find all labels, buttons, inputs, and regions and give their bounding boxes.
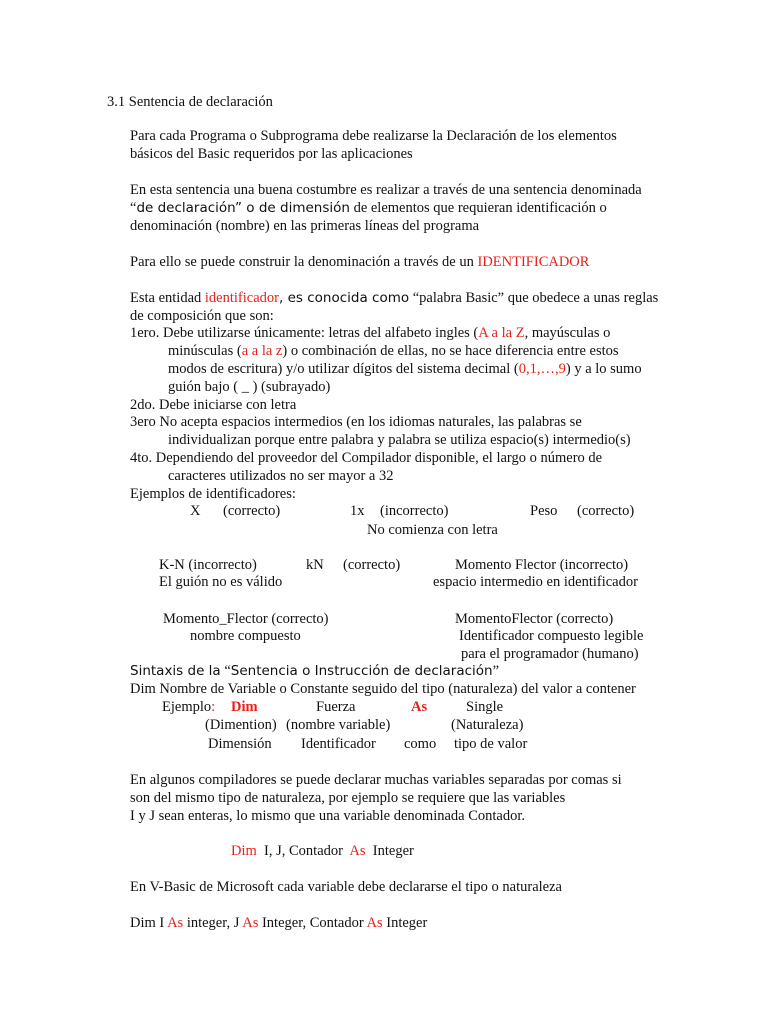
para6: En V-Basic de Microsoft cada variable debe declararse el tipo o naturaleza — [130, 879, 562, 895]
example-1x: 1x — [350, 503, 365, 519]
example-peso: Peso — [530, 503, 558, 519]
syntax-como: como — [404, 736, 437, 752]
syntax-example-label — [162, 698, 215, 716]
example-1x-status: (incorrecto) — [380, 503, 449, 519]
syntax-title — [130, 662, 499, 680]
rule-4-line-2: caracteres utilizados no ser mayor a 32 — [168, 468, 394, 484]
code2-as1: As — [167, 915, 184, 931]
syntax-fuerza: Fuerza — [316, 699, 356, 715]
para4-line-1 — [130, 289, 658, 307]
example-kn-note: El guión no es válido — [159, 574, 283, 590]
rule-2: 2do. Debe iniciarse con letra — [130, 397, 297, 413]
code2-p1: Dim I — [130, 915, 168, 931]
section-heading: 3.1 Sentencia de declaración — [107, 94, 273, 110]
rule-1-l2-post: ) o combinación de ellas, no se hace diferencia entre estos — [282, 343, 619, 359]
example-x: X — [190, 503, 201, 519]
rule-3-line-2: individualizan porque entre palabra y palabra se utiliza espacio(s) intermedio(s) — [168, 432, 631, 448]
code1-dim: Dim — [231, 843, 257, 859]
syntax-nombre-variable: (nombre variable) — [286, 717, 391, 733]
syntax-single: Single — [466, 699, 504, 715]
rule-3-line-1: 3ero No acepta espacios intermedios (en los idiomas naturales, las palabras se — [130, 414, 582, 430]
para2-line-2-rest: de elementos que requieran identificación o — [349, 200, 607, 216]
rule-1-line-4: guión bajo ( _ ) (subrayado) — [168, 379, 331, 395]
rule-1-l2-pre: minúsculas ( — [168, 343, 242, 359]
para3-line — [130, 253, 589, 271]
code1-type: Integer — [365, 843, 414, 859]
rule-1-post: , mayúsculas o — [524, 325, 611, 341]
syntax-title-quote: “ — [220, 663, 231, 679]
example-momentoflector: MomentoFlector (correcto) — [455, 611, 614, 627]
code2-p2: integer, J — [183, 915, 243, 931]
quote-open: “ — [130, 200, 137, 216]
syntax-dim: Dim — [231, 699, 258, 715]
para5-line-2: son del mismo tipo de naturaleza, por ejemplo se requiere que las variables — [130, 790, 566, 806]
para4-pre: Esta entidad — [130, 290, 205, 306]
example-peso-status: (correcto) — [577, 503, 635, 519]
declaration-phrase: de declaración” o de dimensión — [136, 200, 350, 216]
example-x-status: (correcto) — [223, 503, 281, 519]
para2-line-1: En esta sentencia una buena costumbre es realizar a través de una sentencia denominada — [130, 182, 642, 198]
code2-p3: Integer, Contador — [258, 915, 367, 931]
rule-1-l3-post: ) y a lo sumo — [565, 361, 642, 377]
code1-vars: I, J, Contador — [256, 843, 350, 859]
para4-sans: , es conocida como — [279, 290, 410, 306]
example-kn-dash: K-N (incorrecto) — [159, 557, 257, 573]
para2-line-2 — [130, 199, 607, 217]
rule-1-l2-red: a a la z — [241, 343, 283, 359]
example-kn: kN — [306, 557, 324, 573]
example-momentoflector-note-2: para el programador (humano) — [461, 646, 639, 662]
code2-as3: As — [366, 915, 383, 931]
syntax-as: As — [411, 699, 428, 715]
example-1x-note: No comienza con letra — [367, 522, 498, 538]
rule-1-line-2 — [168, 342, 619, 360]
rule-1-l3-pre: modos de escritura) y/o utilizar dígitos del sistema decimal ( — [168, 361, 519, 377]
syntax-dimension: Dimensión — [208, 736, 272, 752]
rule-1-red: A a la Z — [478, 325, 525, 341]
syntax-title-a: Sintaxis de la — [130, 663, 221, 679]
example-kn-status: (correcto) — [343, 557, 401, 573]
intro-line-2: básicos del Basic requeridos por las aplicaciones — [130, 146, 413, 162]
rule-1-l3-red: 0,1,…,9 — [518, 361, 566, 377]
rule-4-line-1: 4to. Dependiendo del proveedor del Compilador disponible, el largo o número de — [130, 450, 603, 466]
example-momentoflector-note-1: Identificador compuesto legible — [459, 628, 644, 644]
intro-line-1: Para cada Programa o Subprograma debe realizarse la Declaración de los elementos — [130, 128, 617, 144]
syntax-line: Dim Nombre de Variable o Constante seguido del tipo (naturaleza) del valor a contener — [130, 681, 636, 697]
para4-rest: “palabra Basic” que obedece a unas reglas — [409, 290, 659, 306]
para5-line-1: En algunos compiladores se puede declarar muchas variables separadas por comas si — [130, 772, 622, 788]
code2-p4: Integer — [382, 915, 428, 931]
syntax-title-close: ” — [492, 663, 500, 679]
rule-1-line-3 — [168, 360, 642, 378]
rule-1-text: 1ero. Debe utilizarse únicamente: letras del alfabeto ingles ( — [130, 325, 479, 341]
syntax-naturaleza: (Naturaleza) — [451, 717, 524, 733]
syntax-dimention: (Dimention) — [205, 717, 277, 733]
identificador-highlight: IDENTIFICADOR — [477, 254, 590, 270]
example-momento: Momento Flector (incorrecto) — [455, 557, 629, 573]
syntax-identificador: Identificador — [301, 736, 376, 752]
example-momento-flector-note: nombre compuesto — [190, 628, 301, 644]
example-colon: : — [211, 699, 216, 715]
example-momento-note: espacio intermedio en identificador — [433, 574, 638, 590]
syntax-tipo: tipo de valor — [454, 736, 528, 752]
identificador-word: identificador — [204, 290, 279, 306]
para3-text: Para ello se puede construir la denominación a través de un — [130, 254, 478, 270]
examples-title: Ejemplos de identificadores: — [130, 486, 296, 502]
code-example-2 — [130, 914, 427, 932]
code-example-1 — [231, 842, 414, 860]
syntax-title-b: Sentencia o Instrucción de declaración — [230, 663, 493, 679]
para2-line-3: denominación (nombre) en las primeras líneas del programa — [130, 218, 480, 234]
example-momento-flector: Momento_Flector (correcto) — [163, 611, 329, 627]
para4-line-2: de composición que son: — [130, 308, 274, 324]
code2-as2: As — [242, 915, 259, 931]
code1-as: As — [349, 843, 366, 859]
example-label: Ejemplo — [162, 699, 212, 715]
rule-1-line-1 — [130, 324, 610, 342]
para5-line-3: I y J sean enteras, lo mismo que una variable denominada Contador. — [130, 808, 526, 824]
